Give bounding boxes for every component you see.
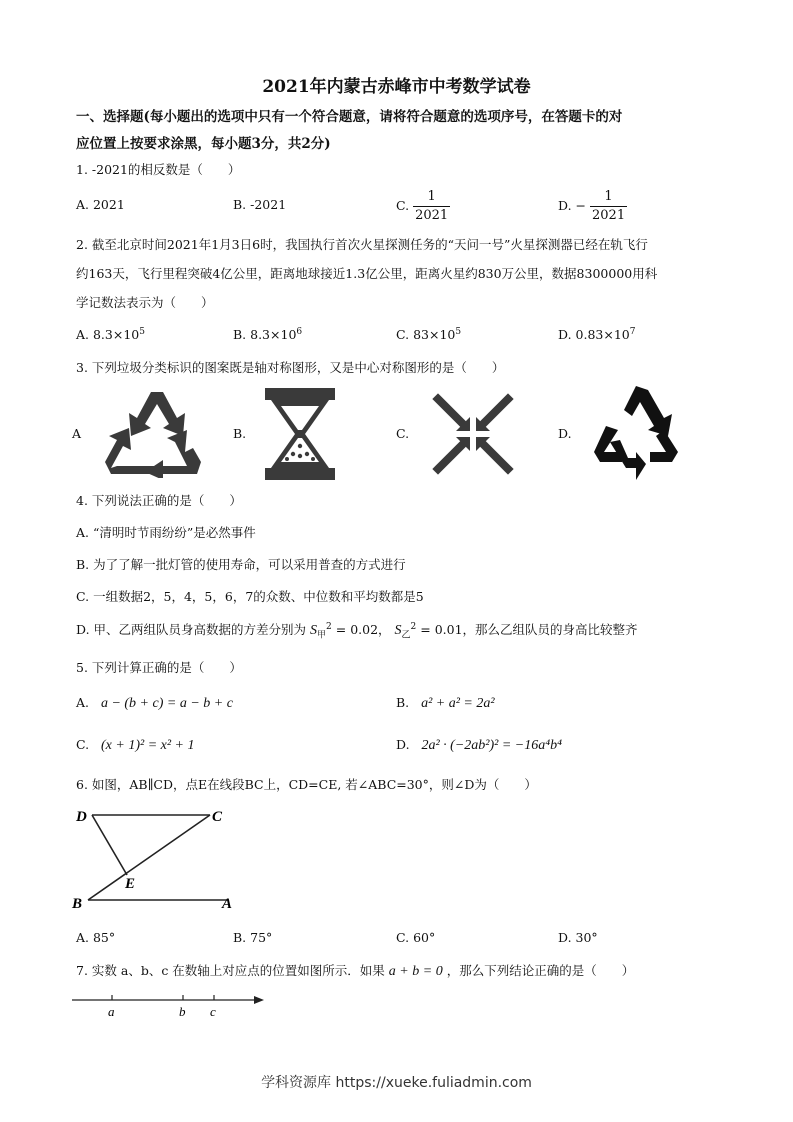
- q4-d-prefix: D. 甲、乙两组队员身高数据的方差分别为: [76, 622, 307, 637]
- q6-geometry-figure: [70, 803, 240, 915]
- q7-stem-math: a + b = 0: [388, 964, 443, 979]
- four-arrows-icon: [432, 393, 514, 475]
- section-header-line1: 一、选择题(每小题出的选项中只有一个符合题意，请将符合题意的选项序号，在答题卡的对: [76, 109, 623, 125]
- q2-option-a: [76, 327, 145, 342]
- section-header-line2: 应位置上按要求涂黑，每小题3分，共2分): [76, 136, 331, 152]
- q6-label-d: D: [76, 809, 87, 825]
- q4-d-eq1: = 0.02，: [335, 622, 391, 637]
- q7-axis-label-a: a: [108, 1004, 115, 1019]
- q1-option-c-label: C.: [396, 198, 410, 213]
- recycle-triangle-icon: [105, 388, 205, 478]
- q6-option-a: A. 85°: [76, 930, 116, 945]
- q4-d-s1: S: [310, 623, 318, 638]
- q4-option-d: [76, 620, 638, 641]
- q6-option-c: C. 60°: [396, 930, 436, 945]
- q4-d-sq1: 2: [326, 621, 332, 632]
- q5-option-b: [396, 695, 495, 712]
- q3-option-a-label: A: [72, 426, 82, 441]
- q5-b-label: B.: [396, 695, 410, 710]
- q1-option-b: B. -2021: [233, 197, 287, 212]
- q7-stem: [76, 961, 634, 980]
- q5-d-label: D.: [396, 737, 410, 752]
- q1-d-denominator: 2021: [592, 208, 626, 223]
- q6-label-e: E: [125, 876, 136, 892]
- q2-b-text: B. 8.3×10: [233, 327, 297, 343]
- q3-option-d-label: D.: [558, 426, 572, 441]
- q5-stem: 5. 下列计算正确的是（ ）: [76, 660, 242, 675]
- q2-c-exp: 5: [455, 327, 462, 337]
- q4-option-b: B. 为了了解一批灯管的使用寿命，可以采用普查的方式进行: [76, 557, 406, 572]
- q3-option-b-label: B.: [233, 426, 247, 441]
- q7-stem-suffix: ，那么下列结论正确的是（ ）: [446, 963, 635, 978]
- q1-option-a: A. 2021: [76, 197, 125, 212]
- q6-label-a: A: [222, 896, 233, 912]
- q2-line2: 约163天，飞行里程突破4亿公里，距离地球接近1.3亿公里，距离火星约830万公里，数据8300000用科: [76, 266, 658, 281]
- q4-d-sq2: 2: [410, 621, 417, 632]
- q3-option-c-label: C.: [396, 426, 410, 441]
- q5-d-expr: 2a² · (−2ab²)² = −16a⁴b⁴: [421, 738, 562, 753]
- q5-option-c: [76, 737, 195, 754]
- q6-label-b: B: [72, 896, 83, 912]
- q5-option-a: [76, 695, 233, 712]
- q4-option-a: A. “清明时节雨纷纷”是必然事件: [76, 525, 256, 540]
- q1-option-d-sign: −: [575, 198, 587, 213]
- q1-stem: 1. -2021的相反数是（ ）: [76, 162, 241, 177]
- q2-option-d: [558, 327, 635, 342]
- q1-option-d-fraction: [590, 188, 627, 225]
- q1-c-denominator: 2021: [415, 208, 449, 223]
- q7-axis-label-c: c: [210, 1004, 216, 1019]
- q1-option-d-label: D.: [558, 198, 572, 213]
- q1-option-c: [396, 188, 450, 225]
- q1-c-numerator: 1: [413, 188, 450, 207]
- q2-option-b: [233, 327, 302, 342]
- q3-stem: 3. 下列垃圾分类标识的图案既是轴对称图形，又是中心对称图形的是（ ）: [76, 360, 505, 375]
- q6-option-b: B. 75°: [233, 930, 273, 945]
- q5-c-expr: (x + 1)² = x² + 1: [101, 738, 195, 753]
- q4-stem: 4. 下列说法正确的是（ ）: [76, 493, 242, 508]
- q4-d-s2: S: [394, 623, 402, 638]
- q5-a-label: A.: [76, 695, 90, 710]
- q4-d-sub2: 乙: [401, 630, 411, 641]
- q2-d-text: D. 0.83×10: [558, 327, 630, 343]
- q1-option-d: [558, 188, 627, 225]
- q1-option-c-fraction: [413, 188, 450, 225]
- q2-line3: 学记数法表示为（ ）: [76, 295, 214, 310]
- q2-line1: 2. 截至北京时间2021年1月3日6时，我国执行首次火星探测任务的“天问一号”火星探测器已经在轨飞行: [76, 237, 648, 252]
- q5-a-expr: a − (b + c) = a − b + c: [100, 696, 233, 711]
- q7-stem-prefix: 7. 实数 a、b、c 在数轴上对应点的位置如图所示．如果: [76, 963, 385, 978]
- q2-option-c: [396, 327, 461, 342]
- q2-c-text: C. 83×10: [396, 327, 456, 343]
- q2-a-text: A. 8.3×10: [76, 327, 140, 343]
- q5-option-d: [396, 737, 562, 754]
- q4-d-eq2: = 0.01: [420, 622, 463, 637]
- q2-b-exp: 6: [296, 327, 303, 337]
- q4-option-c: C. 一组数据2，5，4，5，6，7的众数、中位数和平均数都是5: [76, 589, 424, 604]
- q5-c-label: C.: [76, 737, 90, 752]
- recycle-arrows-icon: [592, 386, 680, 482]
- hourglass-icon: [265, 388, 335, 480]
- q4-d-suffix: ，那么乙组队员的身高比较整齐: [462, 622, 638, 637]
- q7-number-line: [72, 990, 272, 1024]
- q2-d-exp: 7: [629, 327, 636, 337]
- q5-b-expr: a² + a² = 2a²: [421, 696, 495, 711]
- q6-option-d: D. 30°: [558, 930, 598, 945]
- paper-title: 2021年内蒙古赤峰市中考数学试卷: [262, 77, 531, 97]
- q7-axis-label-b: b: [179, 1004, 186, 1019]
- q1-d-numerator: 1: [590, 188, 627, 207]
- q6-stem: 6. 如图，AB∥CD，点E在线段BC上，CD=CE, 若∠ABC=30°，则∠D为（ ）: [76, 777, 537, 792]
- page-footer: 学科资源库 https://xueke.fuliadmin.com: [261, 1075, 532, 1091]
- q6-label-c: C: [212, 809, 223, 825]
- q2-a-exp: 5: [139, 327, 145, 337]
- q4-d-sub1: 甲: [317, 630, 327, 641]
